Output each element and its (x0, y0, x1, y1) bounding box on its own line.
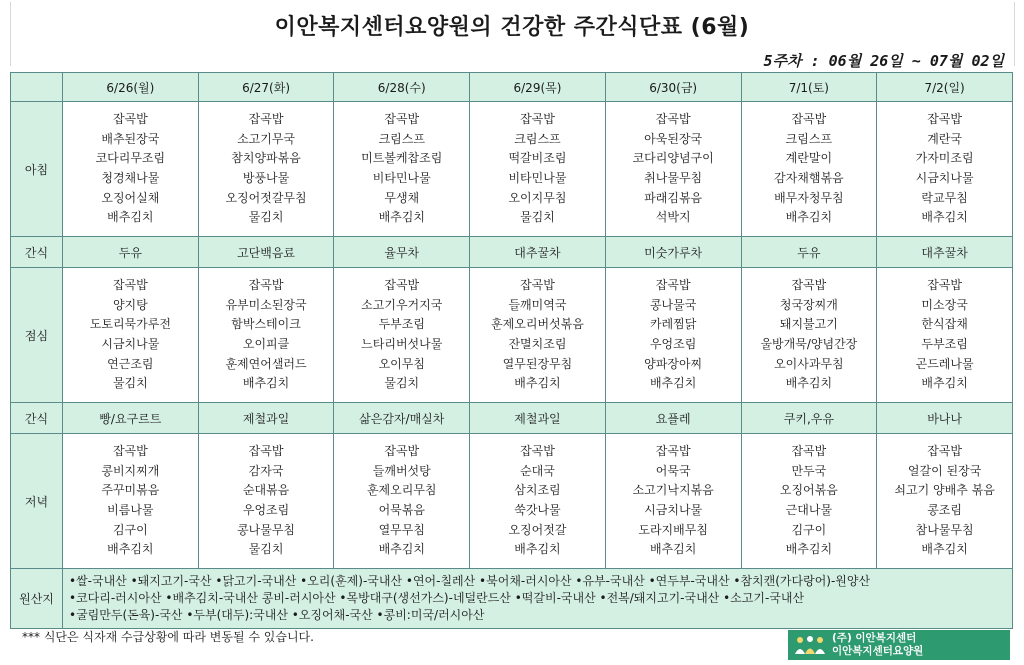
dish-item: 가자미조림 (915, 151, 974, 166)
dish-item: 삼치조림 (514, 483, 561, 498)
dish-item: 두부조림 (921, 337, 968, 351)
meal-cell (198, 102, 334, 237)
dish-item: 배추김치 (514, 376, 561, 391)
dish-item: 감자채햄볶음 (774, 171, 844, 185)
dish-item: 배추김치 (649, 376, 697, 391)
dish-item: 비름나물 (107, 503, 154, 517)
snack-cell: 대추꿀차 (470, 237, 606, 268)
dish-item: 방풍나물 (242, 171, 290, 185)
dish-item: 석박지 (655, 210, 691, 225)
snack-cell: 바나나 (877, 403, 1013, 434)
meal-cell (470, 268, 606, 403)
row-label: 간식 (11, 403, 63, 434)
row-label: 점심 (11, 268, 63, 403)
dish-item: 떡갈비조림 (508, 151, 567, 166)
dish-item: 배추김치 (378, 542, 425, 557)
weekly-menu-table (10, 72, 1013, 629)
dish-item: 청국장찌개 (779, 297, 838, 312)
origin-line: •쌀-국내산 •돼지고기-국산 •닭고기-국내산 •오리(훈제)-국내산 •연어-칠레산 •북어채-러시아산 •유부-국내산 •연두부-국내산 •참치캔(가다랑어)-원양산 (69, 574, 871, 588)
meal-cell (605, 102, 741, 237)
dish-item: 파래김볶음 (644, 190, 703, 205)
snack-cell: 고단백음료 (198, 237, 334, 268)
dish-item: 소고기무국 (237, 131, 296, 146)
dish-item: 배무자청무침 (774, 190, 844, 205)
dish-item: 청경채나물 (101, 171, 160, 185)
dish-item: 순대볶음 (242, 483, 290, 498)
dish-item: 잡곡밥 (384, 278, 420, 293)
dish-item: 양지탕 (112, 297, 148, 312)
dish-item: 배추김치 (378, 210, 425, 225)
meal-cell (877, 434, 1013, 569)
dish-item: 느타리버섯나물 (361, 337, 443, 351)
dish-item: 시금치나물 (915, 171, 974, 185)
dish-item: 잔멸치조림 (508, 337, 567, 351)
snack-cell: 삶은감자/매실차 (334, 403, 470, 434)
meal-cell (334, 434, 470, 569)
dish-item: 오이무침 (378, 356, 425, 371)
dish-item: 근대나물 (785, 503, 833, 517)
dish-item: 훈제연어샐러드 (225, 356, 307, 371)
meal-cell (198, 434, 334, 569)
dish-item: 시금치나물 (644, 503, 703, 517)
dish-item: 물김치 (112, 376, 148, 391)
dish-item: 잡곡밥 (520, 278, 555, 293)
dish-item: 잡곡밥 (384, 112, 420, 127)
dish-item: 잡곡밥 (112, 112, 148, 127)
dish-item: 시금치나물 (101, 337, 160, 351)
dish-item: 얼갈이 된장국 (907, 463, 982, 478)
dish-item: 잡곡밥 (520, 444, 555, 459)
dish-item: 락교무침 (921, 190, 968, 205)
dish-item: 잡곡밥 (655, 112, 691, 127)
row-label: 원산지 (11, 569, 63, 629)
dish-item: 주꾸미볶음 (101, 483, 160, 498)
meal-cell (334, 102, 470, 237)
snack-cell: 제철과일 (470, 403, 606, 434)
dish-item: 계란국 (927, 131, 962, 146)
dish-item: 잡곡밥 (248, 444, 284, 459)
dish-item: 크림스프 (785, 131, 833, 146)
meal-cell (63, 268, 199, 403)
dish-item: 참나물무침 (915, 522, 974, 537)
origin-cell (63, 569, 1013, 629)
dinner-row (11, 434, 1013, 569)
snack-cell: 대추꿀차 (877, 237, 1013, 268)
dish-item: 배추김치 (785, 376, 833, 391)
dish-item: 아욱된장국 (644, 131, 703, 146)
dish-item: 만두국 (791, 463, 827, 478)
dish-item: 취나물무침 (644, 171, 703, 185)
dish-item: 열무무침 (378, 522, 425, 537)
dish-item: 배추김치 (107, 210, 154, 225)
dish-item: 콩나물국 (649, 297, 697, 312)
dish-item: 물김치 (384, 376, 420, 391)
dish-item: 울방개묵/양념간장 (760, 337, 858, 351)
day-header: 6/29(목) (470, 73, 606, 102)
snack-cell: 쿠키,우유 (741, 403, 877, 434)
dish-item: 유부미소된장국 (225, 297, 307, 312)
snack-row-1 (11, 237, 1013, 268)
row-label: 저녁 (11, 434, 63, 569)
dish-item: 미소장국 (921, 297, 968, 312)
dish-item: 계란말이 (785, 151, 833, 166)
dish-item: 배추김치 (785, 210, 833, 225)
dish-item: 잡곡밥 (791, 444, 827, 459)
dish-item: 참치양파볶음 (231, 151, 301, 166)
snack-cell: 율무차 (334, 237, 470, 268)
day-header: 6/28(수) (334, 73, 470, 102)
meal-cell (605, 268, 741, 403)
meal-cell (741, 268, 877, 403)
dish-item: 열무된장무침 (502, 356, 573, 371)
dish-item: 잡곡밥 (927, 278, 962, 293)
origin-line: •코다리-러시아산 •배추김치-국내산 콩비-러시아산 •목방대구(생선가스)-네덜란드산 •떡갈비-국내산 •전복/돼지고기-국내산 •소고기-국내산 (69, 591, 805, 605)
dish-item: 김구이 (791, 522, 827, 537)
dish-item: 연근조림 (107, 356, 154, 371)
dish-item: 미트볼케찹조림 (361, 151, 443, 166)
meal-cell (63, 102, 199, 237)
dish-item: 김구이 (112, 522, 148, 537)
dish-item: 오이지무침 (508, 190, 567, 205)
dish-item: 어묵국 (655, 463, 691, 478)
dish-item: 배추김치 (921, 210, 968, 225)
snack-cell: 빵/요구르트 (63, 403, 199, 434)
dish-item: 배추김치 (514, 542, 561, 557)
dish-item: 우엉조림 (242, 503, 290, 517)
dish-item: 우엉조림 (649, 337, 697, 351)
week-range: 5주차 : 06월 26일 ~ 07월 02일 (763, 52, 1004, 70)
meal-cell (877, 102, 1013, 237)
dish-item: 잡곡밥 (112, 444, 148, 459)
dish-item: 잡곡밥 (248, 278, 284, 293)
dish-item: 잡곡밥 (655, 444, 691, 459)
dish-item: 잡곡밥 (791, 112, 827, 127)
dish-item: 돼지불고기 (779, 317, 838, 332)
dish-item: 소고기우거지국 (361, 297, 443, 312)
dish-item: 코다리양념구이 (632, 151, 714, 166)
corner-cell (11, 73, 63, 102)
company-logo (788, 630, 1010, 660)
row-label: 간식 (11, 237, 63, 268)
logo-line-1: (주) 이안복지센터 (832, 632, 917, 644)
dish-item: 코다리무조림 (95, 151, 166, 166)
dish-item: 잡곡밥 (248, 112, 284, 127)
meal-cell (605, 434, 741, 569)
dish-item: 콩나물무침 (237, 522, 296, 537)
dish-item: 쇠고기 양배추 볶음 (894, 483, 995, 498)
snack-cell: 미숫가루차 (605, 237, 741, 268)
dish-item: 오징어실채 (101, 190, 160, 205)
dish-item: 콩비지찌개 (101, 463, 160, 478)
dish-item: 양파장아찌 (644, 356, 703, 371)
dish-item: 들깨미역국 (508, 297, 567, 312)
origin-row (11, 569, 1013, 629)
dish-item: 소고기낙지볶음 (632, 483, 714, 498)
meal-cell (877, 268, 1013, 403)
snack-cell: 두유 (63, 237, 199, 268)
meal-cell (198, 268, 334, 403)
dish-item: 쑥갓나물 (514, 503, 561, 517)
snack-cell: 두유 (741, 237, 877, 268)
dish-item: 순대국 (520, 463, 555, 478)
dish-item: 배추김치 (785, 542, 833, 557)
dish-item: 물김치 (520, 210, 555, 225)
day-header: 6/26(월) (63, 73, 199, 102)
dish-item: 훈제오리무침 (366, 483, 437, 498)
row-label: 아침 (11, 102, 63, 237)
day-header: 7/1(토) (741, 73, 877, 102)
dish-item: 오징어볶음 (779, 483, 838, 498)
dish-item: 크림스프 (378, 131, 425, 146)
dish-item: 도토리묵가루전 (89, 317, 171, 332)
dish-item: 배추김치 (242, 376, 290, 391)
dish-item: 콩조림 (927, 503, 962, 517)
dish-item: 비타민나물 (508, 171, 567, 185)
dish-item: 물김치 (248, 542, 284, 557)
dish-item: 배추김치 (921, 376, 968, 391)
dish-item: 카레찜닭 (649, 317, 697, 332)
breakfast-row (11, 102, 1013, 237)
dish-item: 도라지배무침 (638, 522, 708, 537)
dish-item: 두부조림 (378, 317, 425, 332)
dish-item: 잡곡밥 (927, 444, 962, 459)
meal-cell (470, 102, 606, 237)
page-title: 이안복지센터요양원의 건강한 주간식단표 (6월) (274, 15, 750, 40)
meal-cell (741, 102, 877, 237)
dish-item: 감자국 (248, 463, 284, 478)
dish-item: 오징어젓갈 (508, 522, 567, 537)
header-row (11, 73, 1013, 102)
dish-item: 오이피클 (242, 337, 290, 351)
dish-item: 오징어젓갈무침 (225, 190, 307, 205)
snack-cell: 제철과일 (198, 403, 334, 434)
dish-item: 배추된장국 (101, 131, 160, 146)
meal-cell (63, 434, 199, 569)
footnote: *** 식단은 식자재 수급상황에 따라 변동될 수 있습니다. (22, 630, 314, 644)
dish-item: 함박스테이크 (231, 317, 301, 332)
dish-item: 잡곡밥 (927, 112, 962, 127)
dish-item: 잡곡밥 (112, 278, 148, 293)
dish-item: 잡곡밥 (655, 278, 691, 293)
dish-item: 배추김치 (921, 542, 968, 557)
logo-line-2: 이안복지센터요양원 (832, 645, 924, 657)
dish-item: 훈제오리버섯볶음 (491, 317, 584, 332)
day-header: 6/30(금) (605, 73, 741, 102)
dish-item: 물김치 (248, 210, 284, 225)
dish-item: 오이사과무침 (774, 356, 844, 371)
snack-cell: 요플레 (605, 403, 741, 434)
origin-line: •굴림만두(돈육)-국산 •두부(대두):국내산 •오징어채-국산 •콩비:미국/러시아산 (69, 608, 485, 622)
dish-item: 곤드레나물 (915, 356, 974, 371)
day-header: 7/2(일) (877, 73, 1013, 102)
dish-item: 잡곡밥 (520, 112, 555, 127)
dish-item: 배추김치 (649, 542, 697, 557)
meal-cell (741, 434, 877, 569)
snack-row-2 (11, 403, 1013, 434)
meal-cell (470, 434, 606, 569)
meal-cell (334, 268, 470, 403)
dish-item: 잡곡밥 (791, 278, 827, 293)
dish-item: 배추김치 (107, 542, 154, 557)
dish-item: 크림스프 (514, 131, 561, 146)
logo-people-icon (788, 630, 832, 660)
dish-item: 비타민나물 (372, 171, 431, 185)
dish-item: 한식잡채 (921, 317, 968, 332)
dish-item: 잡곡밥 (384, 444, 420, 459)
dish-item: 어묵볶음 (378, 503, 425, 517)
dish-item: 무생채 (384, 190, 420, 205)
lunch-row (11, 268, 1013, 403)
day-header: 6/27(화) (198, 73, 334, 102)
dish-item: 들깨버섯탕 (372, 463, 431, 478)
